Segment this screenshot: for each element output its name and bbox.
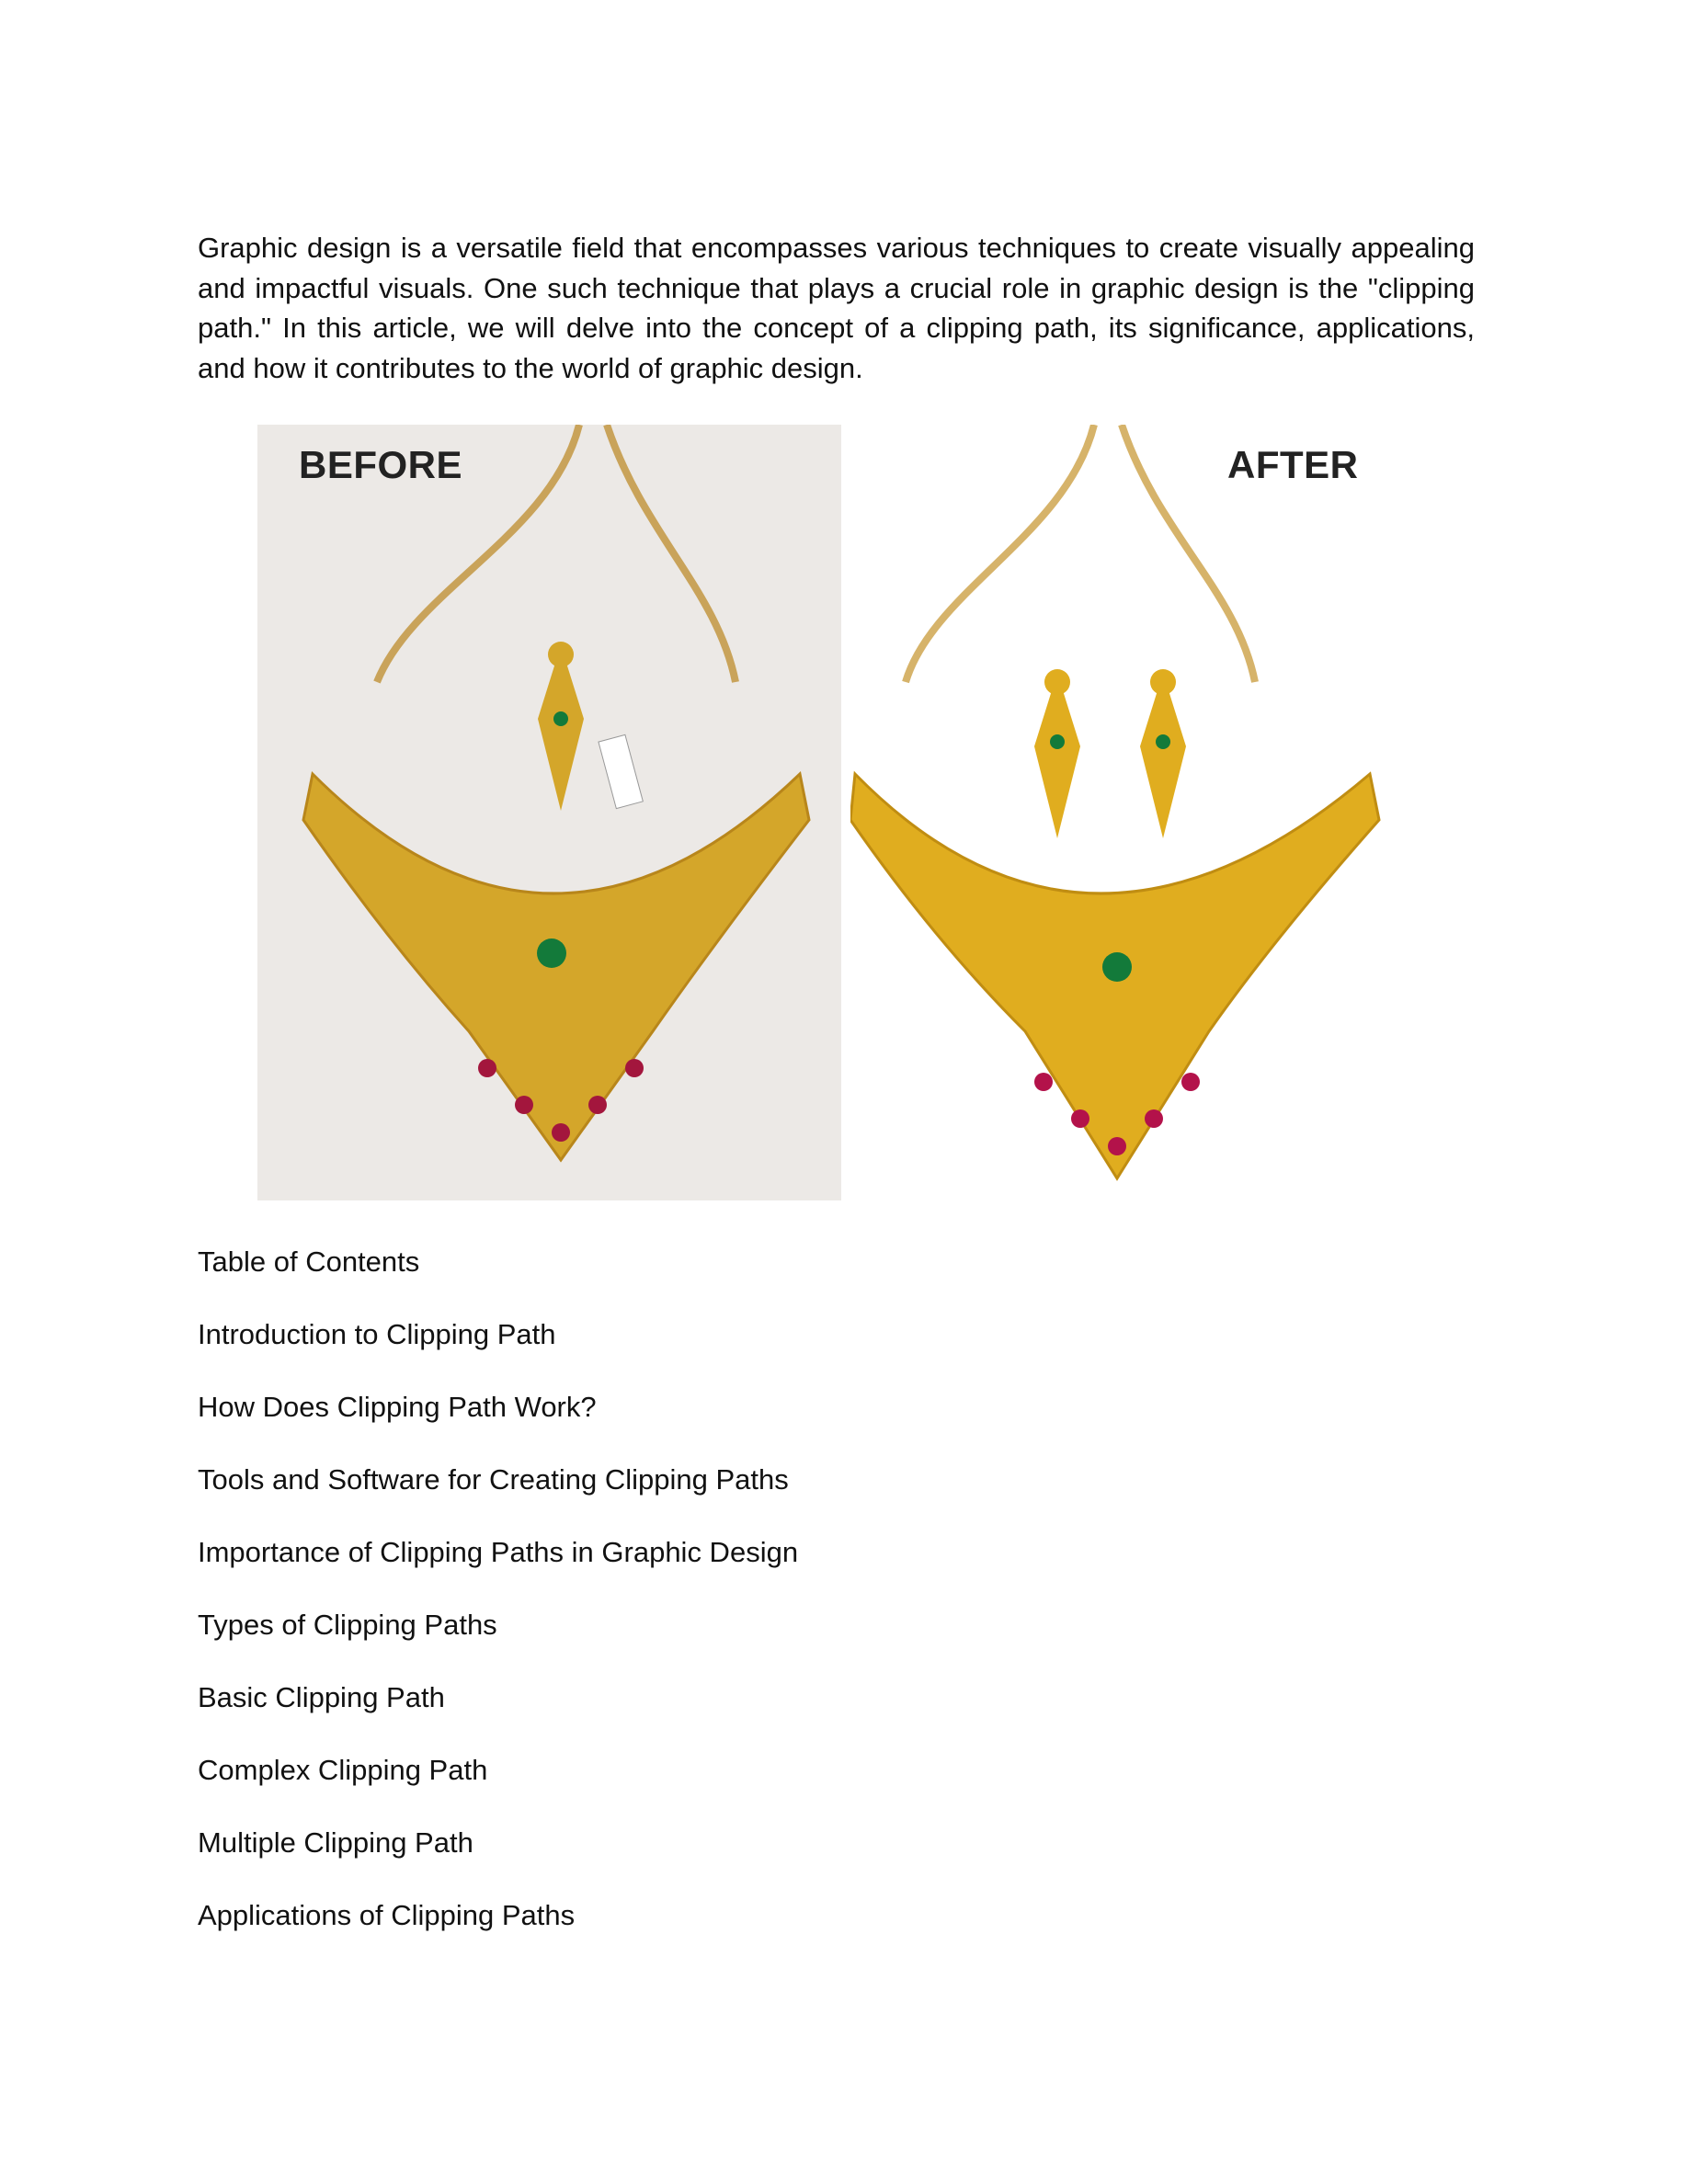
toc-item: Basic Clipping Path bbox=[198, 1681, 445, 1713]
toc-item: Introduction to Clipping Path bbox=[198, 1318, 556, 1350]
after-label: AFTER bbox=[1227, 443, 1359, 486]
toc-item: Types of Clipping Paths bbox=[198, 1609, 497, 1641]
toc-heading: Table of Contents bbox=[198, 1246, 420, 1278]
toc-item: How Does Clipping Path Work? bbox=[198, 1391, 597, 1423]
necklace-after-image bbox=[850, 425, 1397, 1200]
toc-item: Importance of Clipping Paths in Graphic Design bbox=[198, 1536, 799, 1568]
necklace-before-image bbox=[257, 425, 841, 1200]
after-panel bbox=[850, 425, 1397, 1200]
before-panel bbox=[257, 425, 841, 1200]
toc-item: Multiple Clipping Path bbox=[198, 1826, 473, 1859]
table-of-contents bbox=[198, 1241, 798, 1967]
before-label: BEFORE bbox=[299, 443, 463, 486]
intro-paragraph: Graphic design is a versatile field that encompasses various techniques to create visually appealing and impactful visuals. One such technique that plays a crucial role in graphic design is the "clipping path." In this article, we will delve into the concept of a clipping path, its significance, applications, and how it contributes to the world of graphic design. bbox=[198, 232, 1475, 384]
before-after-image bbox=[257, 425, 1397, 1200]
toc-item: Tools and Software for Creating Clipping Paths bbox=[198, 1463, 789, 1496]
toc-item: Applications of Clipping Paths bbox=[198, 1899, 576, 1931]
toc-item: Complex Clipping Path bbox=[198, 1754, 488, 1786]
